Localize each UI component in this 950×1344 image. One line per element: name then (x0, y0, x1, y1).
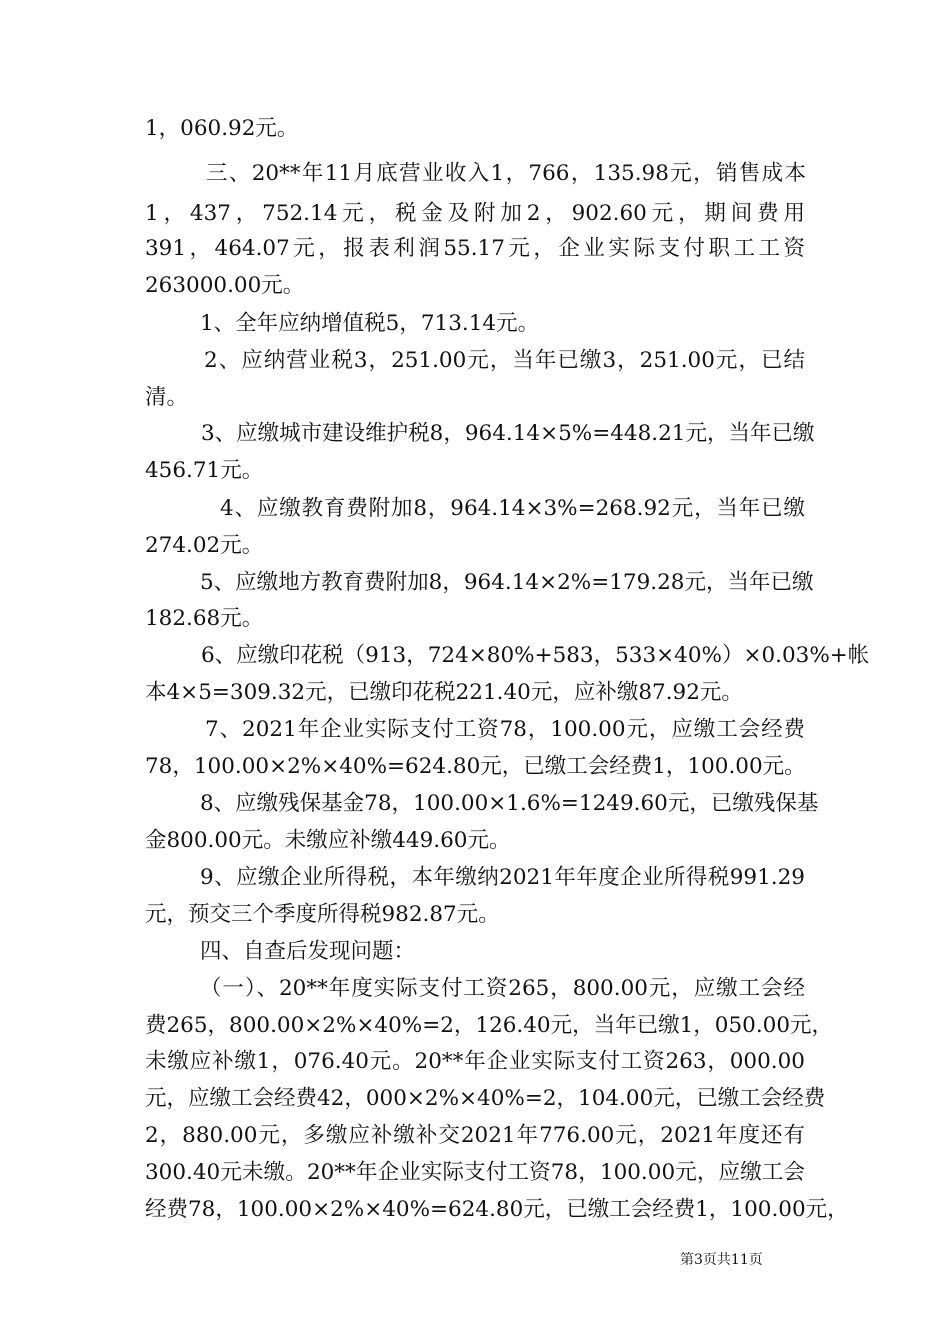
text-line: 三、20**年11月底营业收入1，766，135.98元，销售成本 (206, 161, 806, 186)
text-line: 263000.00元。 (145, 273, 305, 298)
page-number-footer: 第3页共11页 (680, 1252, 763, 1268)
text-line: 费265，800.00×2%×40%=2，126.40元，当年已缴1，050.00元， (145, 1013, 834, 1038)
text-line: 6、应缴印花税（913，724×80%+583，533×40%）×0.03%+帐 (201, 643, 870, 668)
text-line: 2、应纳营业税3，251.00元，当年已缴3，251.00元，已结 (204, 348, 805, 373)
text-line: 2，880.00元，多缴应补缴补交2021年776.00元，2021年度还有 (145, 1123, 805, 1148)
text-line: 274.02元。 (145, 533, 264, 558)
text-line: 元，预交三个季度所得税982.87元。 (145, 902, 500, 927)
text-line: 1、全年应纳增值税5，713.14元。 (200, 311, 540, 336)
text-line: 四、自查后发现问题： (200, 939, 416, 964)
text-line: 3、应缴城市建设维护税8，964.14×5%=448.21元，当年已缴 (201, 421, 815, 446)
text-line: 元，应缴工会经费42，000×2%×40%=2，104.00元，已缴工会经费 (145, 1086, 826, 1111)
text-line: 4、应缴教育费附加8，964.14×3%=268.92元，当年已缴 (220, 496, 805, 521)
text-line: 7、2021年企业实际支付工资78，100.00元，应缴工会经费 (205, 717, 805, 742)
text-line: 经费78，100.00×2%×40%=624.80元，已缴工会经费1，100.00元， (145, 1197, 849, 1222)
text-line: 本4×5=309.32元，已缴印花税221.40元，应补缴87.92元。 (145, 680, 743, 705)
text-line: 未缴应补缴1，076.40元。20**年企业实际支付工资263，000.00 (145, 1049, 805, 1074)
text-line: 78，100.00×2%×40%=624.80元，已缴工会经费1，100.00元。 (145, 754, 806, 779)
text-line: 清。 (145, 385, 189, 410)
text-line: 300.40元未缴。20**年企业实际支付工资78，100.00元，应缴工会 (145, 1160, 805, 1185)
text-line: 8、应缴残保基金78，100.00×1.6%=1249.60元，已缴残保基 (200, 791, 819, 816)
text-line: 5、应缴地方教育费附加8，964.14×2%=179.28元，当年已缴 (200, 570, 814, 595)
text-line: 391，464.07元，报表利润55.17元，企业实际支付职工工资 (145, 236, 805, 261)
text-line: 1，437，752.14元，税金及附加2，902.60元，期间费用 (145, 201, 805, 226)
text-line: （一）、20**年度实际支付工资265，800.00元，应缴工会经 (200, 976, 805, 1001)
text-line: 9、应缴企业所得税，本年缴纳2021年年度企业所得税991.29 (200, 865, 805, 890)
text-line: 456.71元。 (145, 458, 264, 483)
text-line: 182.68元。 (145, 606, 264, 631)
text-line: 1，060.92元。 (145, 116, 299, 141)
text-line: 金800.00元。未缴应补缴449.60元。 (145, 828, 511, 853)
